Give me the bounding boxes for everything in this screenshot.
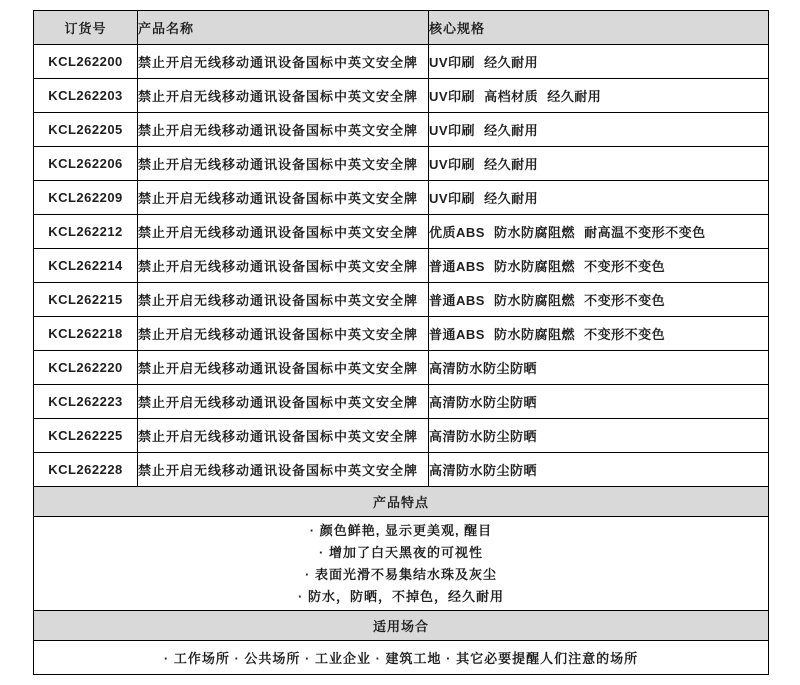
core-spec-cell: UV印刷 经久耐用 <box>429 147 769 181</box>
order-number-cell: KCL262205 <box>34 113 138 147</box>
feature-item: · 颜色鲜艳, 显示更美观, 醒目 <box>309 522 493 538</box>
table-row <box>34 79 769 113</box>
table-row <box>34 317 769 351</box>
order-number-cell: KCL262209 <box>34 181 138 215</box>
table-body <box>34 45 769 675</box>
product-spec-table <box>33 10 769 675</box>
order-number-cell: KCL262218 <box>34 317 138 351</box>
table-row <box>34 147 769 181</box>
product-name-cell: 禁止开启无线移动通讯设备国标中英文安全牌 <box>138 147 429 181</box>
header-product-name: 产品名称 <box>138 11 429 45</box>
features-title-row <box>34 487 769 517</box>
core-spec-cell: UV印刷 经久耐用 <box>429 45 769 79</box>
product-name-cell: 禁止开启无线移动通讯设备国标中英文安全牌 <box>138 45 429 79</box>
table-row <box>34 419 769 453</box>
product-spec-sheet <box>33 10 768 675</box>
table-row <box>34 283 769 317</box>
core-spec-cell: 普通ABS 防水防腐阻燃 不变形不变色 <box>429 249 769 283</box>
occasions-row <box>34 641 769 675</box>
core-spec-cell: 高清防水防尘防晒 <box>429 351 769 385</box>
occasions-title-row <box>34 611 769 641</box>
order-number-cell: KCL262206 <box>34 147 138 181</box>
core-spec-cell: 普通ABS 防水防腐阻燃 不变形不变色 <box>429 283 769 317</box>
table-row <box>34 453 769 487</box>
order-number-cell: KCL262225 <box>34 419 138 453</box>
order-number-cell: KCL262220 <box>34 351 138 385</box>
feature-item: · 增加了白天黑夜的可视性 <box>319 544 483 560</box>
table-row <box>34 249 769 283</box>
feature-item: · 防水，防晒，不掉色，经久耐用 <box>298 588 504 604</box>
table-row <box>34 385 769 419</box>
product-name-cell: 禁止开启无线移动通讯设备国标中英文安全牌 <box>138 181 429 215</box>
table-row <box>34 45 769 79</box>
order-number-cell: KCL262228 <box>34 453 138 487</box>
table-header-row <box>34 11 769 45</box>
core-spec-cell: 优质ABS 防水防腐阻燃 耐高温不变形不变色 <box>429 215 769 249</box>
header-order-no: 订货号 <box>34 11 138 45</box>
table-header <box>34 11 769 45</box>
core-spec-cell: 普通ABS 防水防腐阻燃 不变形不变色 <box>429 317 769 351</box>
features-title: 产品特点 <box>34 487 769 517</box>
product-name-cell: 禁止开启无线移动通讯设备国标中英文安全牌 <box>138 317 429 351</box>
features-row <box>34 517 769 611</box>
product-name-cell: 禁止开启无线移动通讯设备国标中英文安全牌 <box>138 385 429 419</box>
core-spec-cell: UV印刷 经久耐用 <box>429 113 769 147</box>
table-row <box>34 215 769 249</box>
table-row <box>34 351 769 385</box>
product-name-cell: 禁止开启无线移动通讯设备国标中英文安全牌 <box>138 113 429 147</box>
header-core-spec: 核心规格 <box>429 11 769 45</box>
core-spec-cell: 高清防水防尘防晒 <box>429 419 769 453</box>
order-number-cell: KCL262223 <box>34 385 138 419</box>
feature-item: · 表面光滑不易集结水珠及灰尘 <box>305 566 497 582</box>
product-name-cell: 禁止开启无线移动通讯设备国标中英文安全牌 <box>138 419 429 453</box>
order-number-cell: KCL262215 <box>34 283 138 317</box>
core-spec-cell: 高清防水防尘防晒 <box>429 385 769 419</box>
occasions-title: 适用场合 <box>34 611 769 641</box>
core-spec-cell: UV印刷 高档材质 经久耐用 <box>429 79 769 113</box>
table-row <box>34 181 769 215</box>
product-name-cell: 禁止开启无线移动通讯设备国标中英文安全牌 <box>138 283 429 317</box>
product-name-cell: 禁止开启无线移动通讯设备国标中英文安全牌 <box>138 249 429 283</box>
table-row <box>34 113 769 147</box>
order-number-cell: KCL262203 <box>34 79 138 113</box>
features-list <box>34 517 769 611</box>
core-spec-cell: UV印刷 经久耐用 <box>429 181 769 215</box>
product-name-cell: 禁止开启无线移动通讯设备国标中英文安全牌 <box>138 215 429 249</box>
occasions-text: · 工作场所 · 公共场所 · 工业企业 · 建筑工地 · 其它必要提醒人们注意的场所 <box>34 641 769 675</box>
order-number-cell: KCL262214 <box>34 249 138 283</box>
product-name-cell: 禁止开启无线移动通讯设备国标中英文安全牌 <box>138 79 429 113</box>
core-spec-cell: 高清防水防尘防晒 <box>429 453 769 487</box>
product-name-cell: 禁止开启无线移动通讯设备国标中英文安全牌 <box>138 453 429 487</box>
order-number-cell: KCL262212 <box>34 215 138 249</box>
order-number-cell: KCL262200 <box>34 45 138 79</box>
product-name-cell: 禁止开启无线移动通讯设备国标中英文安全牌 <box>138 351 429 385</box>
